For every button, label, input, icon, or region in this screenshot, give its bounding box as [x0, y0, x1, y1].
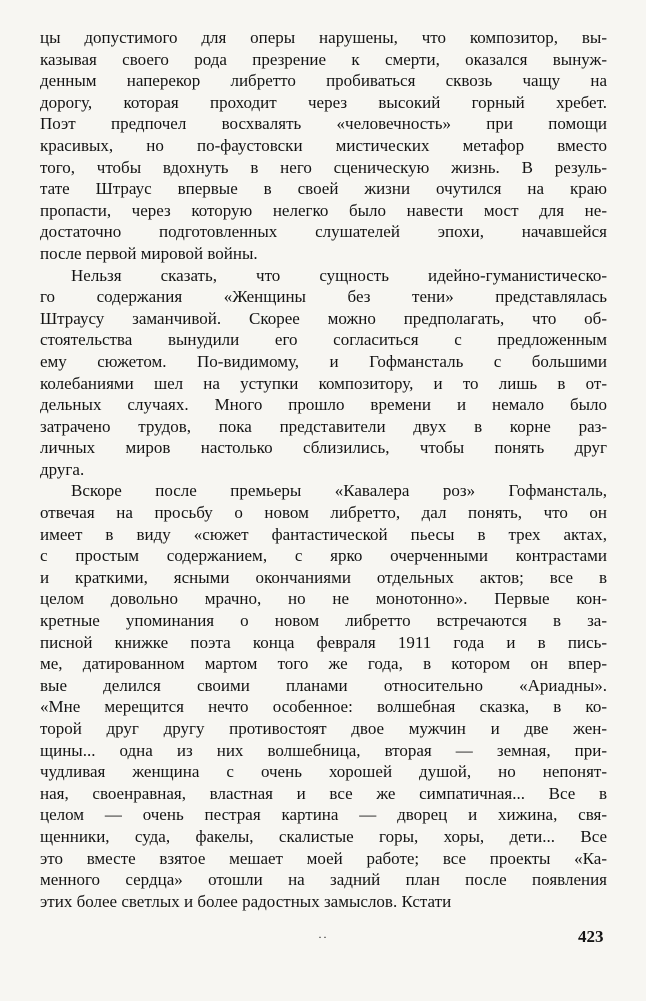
paragraph: [40, 265, 607, 481]
page-number: 423: [578, 927, 604, 946]
text-line: вые делился своими планами относительно «Ариадны».: [40, 675, 607, 695]
text-line: достаточно подготовленных слушателей эпохи, начавшейся: [40, 222, 607, 242]
text-line: щенники, суда, факелы, скалистые горы, хоры, дети... Все: [40, 826, 607, 846]
paragraph: [40, 27, 607, 265]
text-line: кретные упоминания о новом либретто встречаются в за-: [40, 611, 607, 631]
text-line: торой друг другу противостоят двое мужчин и две жен-: [40, 719, 607, 738]
text-line: казывая своего рода презрение к смерти, оказался вынуж-: [40, 49, 607, 69]
text-line: дорогу, которая проходит через высокий горный хребет.: [40, 92, 607, 112]
text-line: красивых, но по-фаустовски мистических метафор вместо: [40, 135, 607, 155]
text-line: отвечая на просьбу о новом либретто, дал понять, что он: [40, 503, 607, 523]
text-line: ему сюжетом. По-видимому, и Гофмансталь с большими: [40, 351, 607, 371]
text-line: того, чтобы вдохнуть в него сценическую жизнь. В резуль-: [40, 157, 607, 177]
text-line: и краткими, ясными окончаниями отдельных актов; все в: [40, 567, 607, 587]
text-line: денным наперекор либретто пробиваться сквозь чащу на: [40, 71, 607, 91]
text-line: целом довольно мрачно, но не монотонно». Первые кон-: [40, 589, 607, 609]
text-line: это вместе взятое мешает моей работе; все проекты «Ка-: [40, 848, 607, 868]
text-line: менного сердца» отошли на задний план после появления: [40, 870, 607, 890]
text-line: го содержания «Женщины без тени» представлялась: [40, 287, 607, 307]
text-line: ме, датированном мартом того же года, в котором он впер-: [40, 654, 607, 674]
text-line: целом — очень пестрая картина — дворец и хижина, свя-: [40, 805, 607, 825]
text-line: дельных случаях. Много прошло времени и немало было: [40, 395, 607, 415]
text-line: цы допустимого для оперы нарушены, что композитор, вы-: [40, 28, 607, 47]
text-line: ная, своенравная, властная и все же симпатичная... Все в: [40, 783, 607, 803]
text-line: Нельзя сказать, что сущность идейно-гуманистическо-: [71, 265, 607, 285]
text-line: этих более светлых и более радостных замыслов. Кстати: [40, 891, 452, 911]
text-line: пропасти, через которую нелегко было навести мост для не-: [40, 200, 607, 220]
text-line: тате Штраус впервые в своей жизни очутился на краю: [40, 179, 607, 199]
text-line: щины... одна из них волшебница, вторая — земная, при-: [40, 740, 607, 760]
text-line: чудливая женщина с очень хорошей душой, но непонят-: [40, 762, 607, 782]
paragraph: [40, 480, 607, 912]
text-line: колебаниями шел на уступки композитору, и то лишь в от-: [40, 373, 607, 393]
signature-mark: ··: [318, 930, 328, 944]
text-line: друга.: [40, 459, 85, 479]
text-line: Поэт предпочел восхвалять «человечность» при помощи: [40, 114, 607, 134]
text-line: писной книжке поэта конца февраля 1911 года и в пись-: [40, 632, 607, 652]
text-line: с простым содержанием, с ярко очерченными контрастами: [40, 546, 607, 566]
text-line: затрачено трудов, пока представители двух в корне раз-: [40, 416, 607, 436]
body-text: [40, 27, 607, 912]
text-line: имеет в виду «сюжет фантастической пьесы в трех актах,: [40, 524, 607, 544]
text-line: после первой мировой войны.: [40, 243, 258, 263]
text-line: личных миров настолько сблизились, чтобы понять друг: [40, 438, 607, 458]
text-line: Вскоре после премьеры «Кавалера роз» Гофмансталь,: [71, 481, 607, 501]
text-line: стоятельства вынудили его согласиться с предложенным: [40, 330, 607, 350]
text-line: Штраусу заманчивой. Скорее можно предполагать, что об-: [40, 308, 607, 328]
text-line: «Мне мерещится нечто особенное: волшебная сказка, в ко-: [40, 697, 607, 717]
